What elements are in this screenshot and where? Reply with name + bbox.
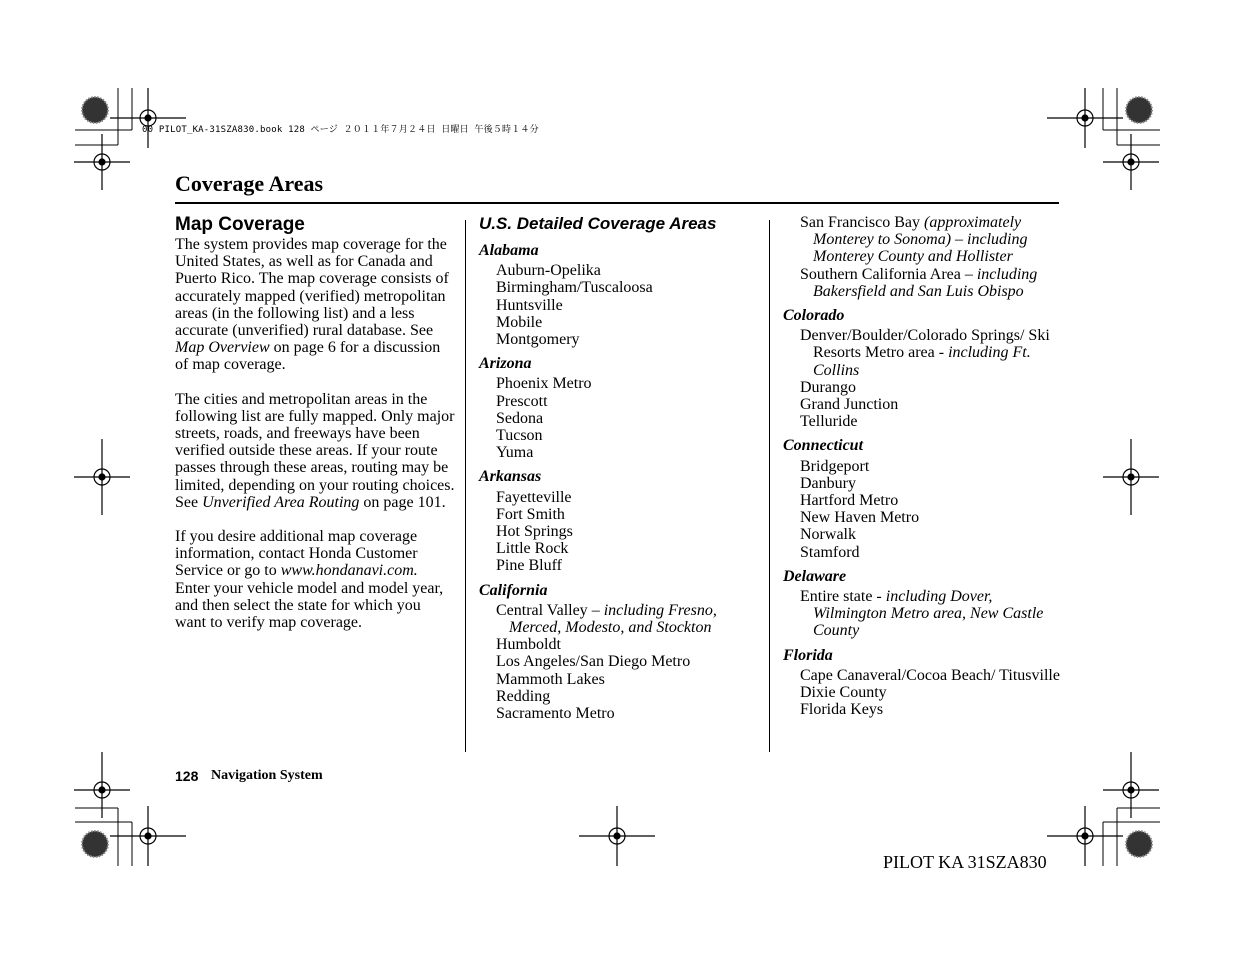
coverage-list-column-2 [783,214,1063,718]
list-item: Mammoth Lakes [496,670,605,688]
title-rule [175,202,1059,204]
state-colorado: Colorado [783,307,845,325]
list-item: Grand Junction [800,396,899,414]
list-item: Danbury [800,474,856,492]
state-california: California [479,581,548,599]
list-item: Central Valley – including Fresno, Merced, Modesto, and Stockton [496,601,717,637]
map-coverage-column [175,214,455,648]
page-title: Coverage Areas [175,171,324,196]
state-arizona: Arizona [479,355,532,373]
list-item: Sacramento Metro [496,705,615,723]
footer-section-title: Navigation System [211,768,323,783]
list-item: Entire state - including Dover, Wilmington Metro area, New Castle County [800,588,1044,640]
list-item: Redding [496,687,551,705]
column-divider [465,220,466,752]
paragraph: If you desire additional map coverage information, contact Honda Customer Service or go to www.hondanavi.com. Enter your vehicle model and model year, and then select the state for which you want to verify map coverage. [175,528,444,632]
list-item: Phoenix Metro [496,375,592,393]
list-item: Huntsville [496,296,563,314]
page-number: 128 [175,768,199,784]
list-item: Florida Keys [800,701,884,719]
list-item: Sedona [496,409,544,427]
list-item: Fort Smith [496,505,565,523]
list-item: New Haven Metro [800,509,920,527]
state-florida: Florida [783,646,833,664]
state-delaware: Delaware [783,567,847,585]
list-item: Stamford [800,543,860,561]
state-arkansas: Arkansas [479,468,542,486]
list-item: Birmingham/Tuscaloosa [496,279,653,297]
list-item: Pine Bluff [496,557,562,575]
model-code: PILOT KA 31SZA830 [883,852,1047,872]
paragraph: The cities and metropolitan areas in the following list are fully mapped. Only major streets, roads, and freeways have been verified outside these areas. If your route passes through these areas, routing may be limited, depending on your routing choices. See Unverified Area Routing on page 101. [175,390,455,511]
list-item: Southern California Area – including Bakersfield and San Luis Obispo [800,265,1038,300]
coverage-list-column-1 [479,214,759,722]
unverified-routing-ref: Unverified Area Routing [202,493,360,511]
list-item: Dixie County [800,684,887,702]
list-item: Los Angeles/San Diego Metro [496,653,691,671]
list-item: Bridgeport [800,457,870,475]
map-coverage-heading: Map Coverage [175,214,305,235]
website-url: www.hondanavi.com. [280,562,418,580]
list-item: Prescott [496,392,548,410]
list-item: Telluride [800,413,858,431]
list-item: Humboldt [496,636,561,654]
list-item: Little Rock [496,540,569,558]
paragraph: The system provides map coverage for the United States, as well as for Canada and Puerto Rico. The map coverage consists of accurately mapped (verified) metropolitan areas (in the following list) and a less accurate (unverified) rural database. See Map Overview on page 6 for a discussion of map coverage. [175,236,449,374]
list-item: Norwalk [800,526,856,544]
state-alabama: Alabama [479,242,539,259]
list-item: San Francisco Bay (approximately Monterey to Sonoma) – including Monterey County and Hollister [800,214,1028,266]
list-item: Tucson [496,427,543,445]
list-item: Fayetteville [496,488,572,506]
list-item: Hot Springs [496,523,573,541]
list-item: Denver/Boulder/Colorado Springs/ Ski Resorts Metro area - including Ft. Collins [800,327,1050,379]
map-overview-ref: Map Overview [175,339,270,357]
state-connecticut: Connecticut [783,437,864,455]
column-divider [769,220,770,752]
list-item: Yuma [496,444,534,462]
list-item: Cape Canaveral/Cocoa Beach/ Titusville [800,666,1060,684]
list-item: Auburn-Opelika [496,262,601,280]
list-item: Hartford Metro [800,492,899,510]
list-item: Montgomery [496,331,580,349]
print-header-line: 00 PILOT_KA-31SZA830.book 128 ページ ２０１１年７月２４日 日曜日 午後５時１４分 [142,125,539,135]
list-item: Mobile [496,313,543,331]
list-item: Durango [800,378,856,396]
us-detailed-heading: U.S. Detailed Coverage Areas [479,214,717,233]
